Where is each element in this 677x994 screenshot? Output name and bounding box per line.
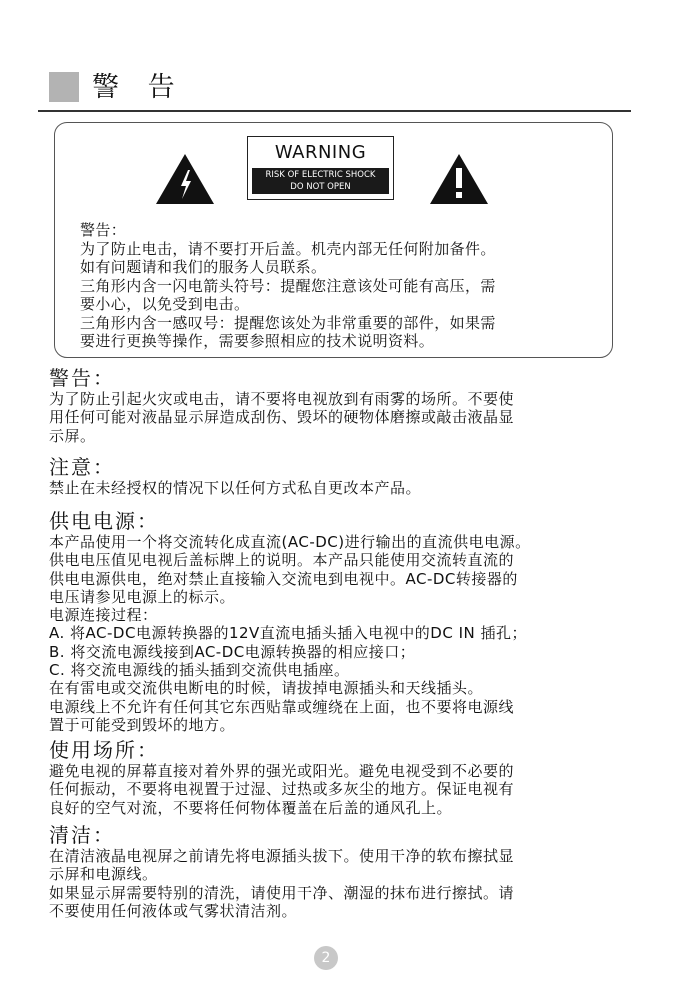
text-line: 在有雷电或交流供电断电的时候，请拔掉电源插头和天线插头。 [49, 679, 484, 698]
text-line: 避免电视的屏幕直接对着外界的强光或阳光。避免电视受到不必要的 [49, 762, 515, 780]
text-line: 三角形内含一闪电箭头符号：提醒您注意该处可能有高压，需 [80, 276, 496, 295]
section-body [49, 847, 644, 920]
text-line: B. 将交流电源线接到AC-DC电源转换器的相应接口； [49, 642, 416, 661]
text-line: 不要使用任何液体或气雾状清洁剂。 [49, 901, 298, 920]
text-line: 供电电源供电，绝对禁止直接输入交流电到电视中。AC-DC转接器的 [49, 569, 518, 588]
section-cleaning [49, 823, 644, 920]
warning-label-band [252, 168, 389, 194]
warning-label [247, 136, 394, 200]
text-line: 要小心，以免受到电击。 [80, 295, 250, 313]
header-divider [38, 110, 631, 112]
text-line: 要进行更换等操作，需要参照相应的技术说明资料。 [80, 332, 435, 350]
text-line: 为了防止引起火灾或电击，请不要将电视放到有雨雾的场所。不要使 [49, 390, 515, 408]
text-line: 为了防止电击，请不要打开后盖。机壳内部无任何附加备件。 [80, 239, 496, 258]
text-line: 电压请参见电源上的标示。 [49, 587, 236, 606]
text-line: 电源线上不允许有任何其它东西贴靠或缠绕在上面，也不要将电源线 [49, 697, 515, 716]
section-notice [49, 455, 644, 497]
section-heading: 注意： [49, 455, 115, 479]
section-heading: 供电电源： [49, 509, 159, 533]
section-warning [49, 366, 644, 445]
warning-label-line: DO NOT OPEN [290, 182, 351, 192]
section-heading: 使用场所： [49, 738, 159, 762]
section-body [49, 533, 644, 734]
section-body [49, 479, 644, 497]
warning-box-text [80, 221, 600, 351]
section-body [49, 390, 644, 445]
section-power [49, 509, 644, 734]
header-square [49, 72, 79, 102]
text-line: 电源连接过程： [49, 606, 158, 625]
warning-box [54, 122, 613, 358]
text-line: 示屏。 [49, 426, 96, 445]
text-line: 示屏和电源线。 [49, 865, 158, 884]
section-body [49, 762, 644, 817]
text-line: 禁止在未经授权的情况下以任何方式私自更改本产品。 [49, 479, 422, 497]
text-line: 如有问题请和我们的服务人员联系。 [80, 258, 327, 276]
warning-label-title: WARNING [274, 142, 367, 163]
text-line: 本产品使用一个将交流转化成直流(AC-DC)进行输出的直流供电电源。 [49, 533, 531, 551]
text-line: 用任何可能对液晶显示屏造成刮伤、毁坏的硬物体磨擦或敲击液晶显 [49, 408, 515, 427]
text-line: 如果显示屏需要特别的清洗，请使用干净、潮湿的抹布进行擦拭。请 [49, 883, 515, 902]
section-heading: 警告： [49, 366, 115, 390]
text-line: 警告： [80, 221, 127, 239]
text-line: 任何振动，不要将电视置于过湿、过热或多灰尘的地方。保证电视有 [49, 780, 515, 799]
warning-label-line: RISK OF ELECTRIC SHOCK [265, 170, 376, 180]
text-line: 置于可能受到毁坏的地方。 [49, 715, 236, 734]
text-line: 在清洁液晶电视屏之前请先将电源插头拔下。使用干净的软布擦拭显 [49, 847, 515, 865]
section-location [49, 738, 644, 817]
text-line: 三角形内含一感叹号：提醒您该处为非常重要的部件，如果需 [80, 313, 496, 332]
text-line: A. 将AC-DC电源转换器的12V直流电插头插入电视中的DC IN 插孔； [49, 624, 527, 643]
lightning-warning-icon [155, 153, 215, 205]
exclamation-warning-icon [429, 153, 489, 205]
page-title: 警 告 [92, 72, 185, 103]
text-line: 良好的空气对流，不要将任何物体覆盖在后盖的通风孔上。 [49, 798, 453, 817]
section-heading: 清洁： [49, 823, 115, 847]
text-line: 供电电压值见电视后盖标牌上的说明。本产品只能使用交流转直流的 [49, 551, 515, 570]
text-line: C. 将交流电源线的插头插到交流供电插座。 [49, 661, 350, 680]
page-number: 2 [314, 946, 338, 970]
